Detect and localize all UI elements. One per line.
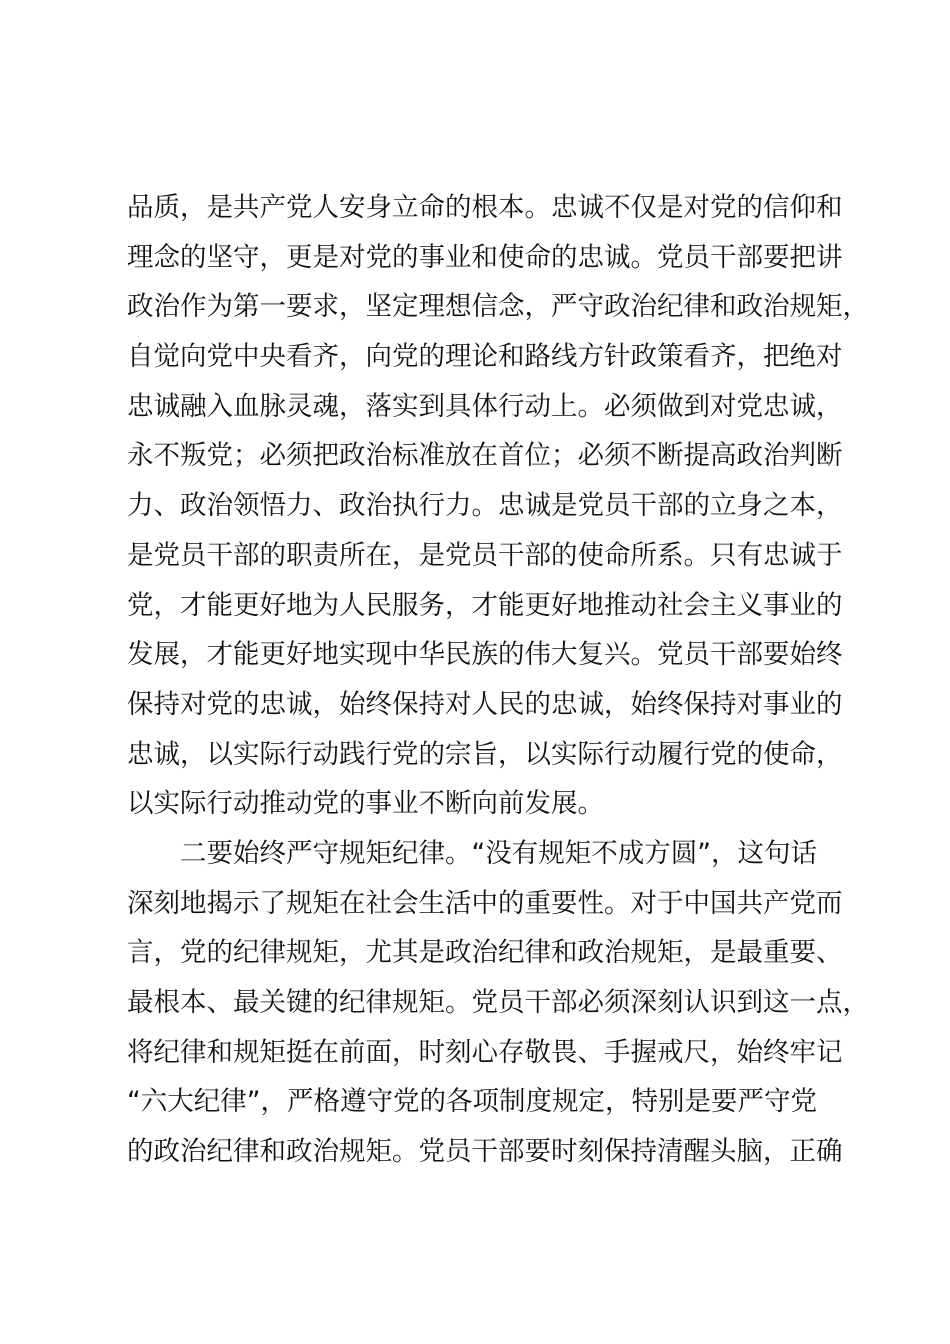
text-line: 将纪律和规矩挺在前面，时刻心存敬畏、手握戒尺，始终牢记 [127, 1036, 843, 1068]
body-text [127, 183, 869, 1177]
text-line: 言，党的纪律规矩，尤其是政治纪律和政治规矩，是最重要、 [127, 937, 843, 969]
text-line: 保持对党的忠诚，始终保持对人民的忠诚，始终保持对事业的 [127, 688, 843, 720]
text-line: 党，才能更好地为人民服务，才能更好地推动社会主义事业的 [127, 589, 843, 621]
text-line: 政治作为第一要求，坚定理想信念，严守政治纪律和政治规矩， [127, 291, 869, 323]
text-line: 力、政治领悟力、政治执行力。忠诚是党员干部的立身之本， [127, 490, 843, 522]
paragraph-start-line: 二要始终严守规矩纪律。“没有规矩不成方圆”，这句话 [127, 837, 817, 869]
text-line: 以实际行动推动党的事业不断向前发展。 [127, 788, 604, 820]
text-line: 品质，是共产党人安身立命的根本。忠诚不仅是对党的信仰和 [127, 192, 843, 223]
text-line: 是党员干部的职责所在，是党员干部的使命所系。只有忠诚于 [127, 539, 843, 571]
text-line: 自觉向党中央看齐，向党的理论和路线方针政策看齐，把绝对 [127, 341, 843, 373]
text-line: “六大纪律”，严格遵守党的各项制度规定，特别是要严守党 [127, 1086, 817, 1118]
text-line: 永不叛党；必须把政治标准放在首位；必须不断提高政治判断 [127, 440, 843, 472]
text-line: 深刻地揭示了规矩在社会生活中的重要性。对于中国共产党而 [127, 887, 843, 919]
text-line: 理念的坚守，更是对党的事业和使命的忠诚。党员干部要把讲 [127, 241, 843, 273]
text-line: 忠诚融入血脉灵魂，落实到具体行动上。必须做到对党忠诚， [127, 390, 843, 422]
text-line: 最根本、最关键的纪律规矩。党员干部必须深刻认识到这一点， [127, 987, 869, 1018]
text-line: 的政治纪律和政治规矩。党员干部要时刻保持清醒头脑，正确 [127, 1136, 843, 1168]
text-line: 发展，才能更好地实现中华民族的伟大复兴。党员干部要始终 [127, 639, 843, 671]
text-line: 忠诚，以实际行动践行党的宗旨，以实际行动履行党的使命， [127, 738, 843, 770]
